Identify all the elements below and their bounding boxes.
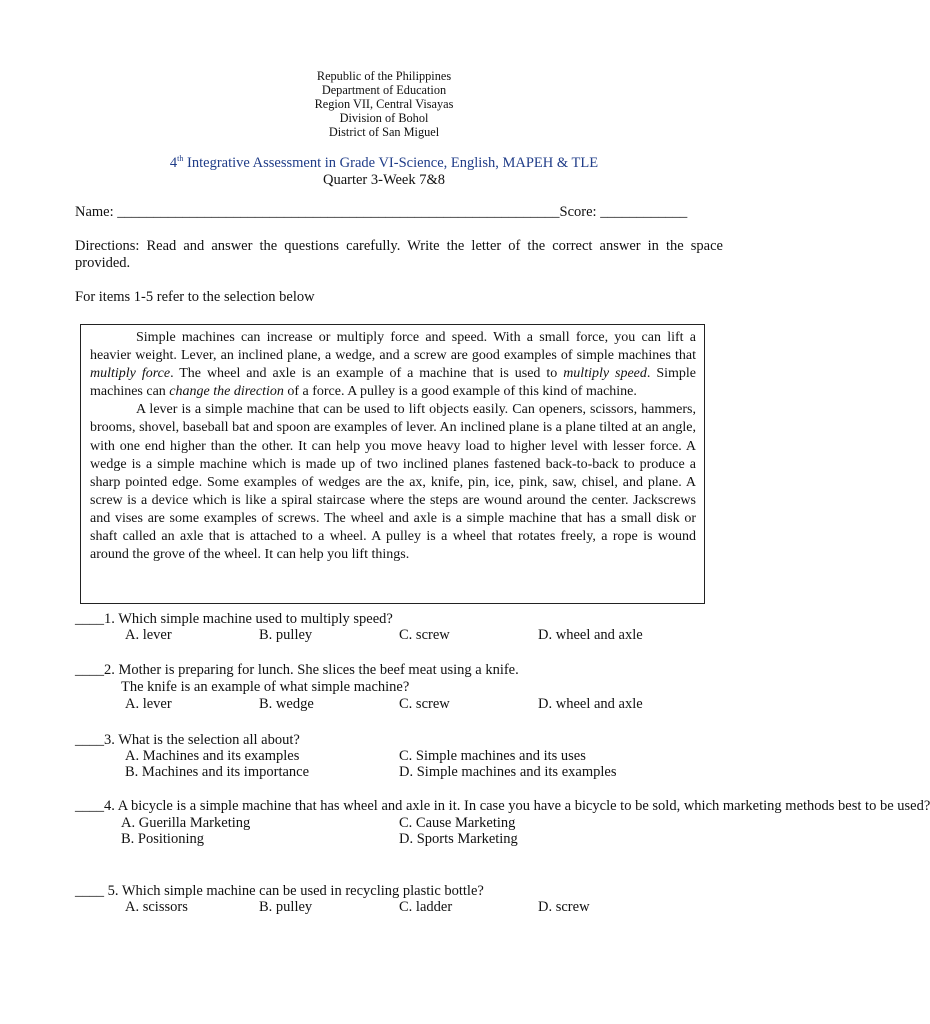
passage-p1-italic-1: multiply force [90, 366, 171, 382]
q5-option-d[interactable]: D. screw [538, 899, 590, 915]
passage-p1-text-2: . The wheel and axle is an example of a machine that is used to [170, 366, 564, 382]
passage-p1-italic-2: multiply speed [563, 366, 647, 382]
q2-option-b[interactable]: B. wedge [259, 696, 314, 712]
assessment-title [0, 155, 768, 189]
q4-option-b[interactable]: B. Positioning [121, 831, 204, 847]
passage-p1-text-1: Simple machines can increase or multiply force and speed. With a small force, you can lift a heavier weight. Lever, an inclined plane, a wedge, and a screw are good examples of simple machines that [90, 330, 696, 364]
name-score-line [75, 204, 697, 221]
score-field[interactable]: Score: ____________ [559, 204, 688, 220]
document-header [0, 69, 768, 139]
question-2-stem: ____2. Mother is preparing for lunch. She slices the beef meat using a knife. [75, 662, 519, 678]
question-5-stem: ____ 5. Which simple machine can be used in recycling plastic bottle? [75, 883, 484, 899]
items-note: For items 1-5 refer to the selection below [75, 289, 315, 305]
q4-option-c[interactable]: C. Cause Marketing [399, 815, 516, 831]
question-2 [75, 662, 643, 712]
question-1-stem: ____1. Which simple machine used to multiply speed? [75, 611, 393, 627]
question-4-stem: ____4. A bicycle is a simple machine that has wheel and axle in it. In case you have a bicycle to be sold, which marketing methods best to be used? [75, 798, 930, 814]
question-3-options-row-2 [75, 764, 617, 780]
question-4-options-row-2 [75, 831, 695, 847]
reading-passage-box [80, 324, 705, 604]
title-ordinal: 4 [169, 155, 178, 171]
header-line-republic: Republic of the Philippines [316, 69, 452, 83]
directions: Directions: Read and answer the questions carefully. Write the letter of the correct answer in the space provided. [75, 238, 723, 271]
q2-option-d[interactable]: D. wheel and axle [538, 696, 643, 712]
header-line-district: District of San Miguel [328, 125, 440, 139]
q3-option-d[interactable]: D. Simple machines and its examples [399, 764, 617, 780]
q3-option-b[interactable]: B. Machines and its importance [125, 764, 310, 780]
q1-option-b[interactable]: B. pulley [259, 627, 313, 643]
passage-p1-text-4: of a force. A pulley is a good example of this kind of machine. [283, 384, 637, 400]
passage-p1-italic-3: change the direction [169, 384, 284, 400]
q5-option-c[interactable]: C. ladder [399, 899, 453, 915]
title-main [0, 155, 768, 172]
q3-option-c[interactable]: C. Simple machines and its uses [399, 748, 586, 764]
title-text: Integrative Assessment in Grade VI-Science, English, MAPEH & TLE [183, 155, 599, 171]
question-2-options [75, 696, 643, 712]
question-1 [75, 611, 643, 643]
question-4 [75, 798, 930, 847]
question-2-subline: The knife is an example of what simple machine? [121, 679, 410, 695]
question-3 [75, 732, 617, 780]
question-5-options [75, 899, 590, 915]
header-line-division: Division of Bohol [339, 111, 429, 125]
q1-option-c[interactable]: C. screw [399, 627, 450, 643]
passage-p1-text-3: . Simple machines can [90, 366, 696, 400]
question-4-options-row-1 [75, 815, 695, 831]
passage-paragraph-1 [90, 329, 696, 401]
question-3-options-row-1 [75, 748, 586, 764]
q4-option-a[interactable]: A. Guerilla Marketing [121, 815, 251, 831]
q1-option-a[interactable]: A. lever [125, 627, 172, 643]
title-ordinal-suffix: th [177, 154, 184, 163]
title-quarter: Quarter 3-Week 7&8 [322, 172, 446, 188]
q5-option-a[interactable]: A. scissors [125, 899, 188, 915]
q2-option-a[interactable]: A. lever [125, 696, 172, 712]
passage-paragraph-2: A lever is a simple machine that can be used to lift objects easily. Can openers, scissors, hammers, brooms, shovel, baseball bat and spoon are examples of lever. An inclined plane is a plane tilted at an angle, with one end higher than the other. It can help you move heavy load to higher level with lesser force. A wedge is a simple machine which is made up of two inclined planes fastened back-to-back to produce a sharp pointed edge. Some examples of wedges are the ax, knife, pin, ice, pink, saw, chisel, and plane. A screw is a device which is like a spiral staircase where the steps are wound around the center. Jackscrews and vises are some examples of screws. The wheel and axle is a simple machine that has a small disk or shaft called an axle that is attached to a wheel. A pulley is a wheel that rotates freely, a rope is wound around the grove of the wheel. It can help you lift things. [90, 402, 696, 563]
q3-option-a[interactable]: A. Machines and its examples [125, 748, 300, 764]
question-3-stem: ____3. What is the selection all about? [75, 732, 300, 748]
name-field[interactable]: Name: _____________________________________________________________ [75, 204, 560, 220]
q5-option-b[interactable]: B. pulley [259, 899, 313, 915]
q4-option-d[interactable]: D. Sports Marketing [399, 831, 518, 847]
question-1-options [75, 627, 643, 643]
header-line-department: Department of Education [321, 83, 447, 97]
header-line-region: Region VII, Central Visayas [314, 97, 454, 111]
q1-option-d[interactable]: D. wheel and axle [538, 627, 643, 643]
q2-option-c[interactable]: C. screw [399, 696, 450, 712]
question-5 [75, 883, 590, 915]
